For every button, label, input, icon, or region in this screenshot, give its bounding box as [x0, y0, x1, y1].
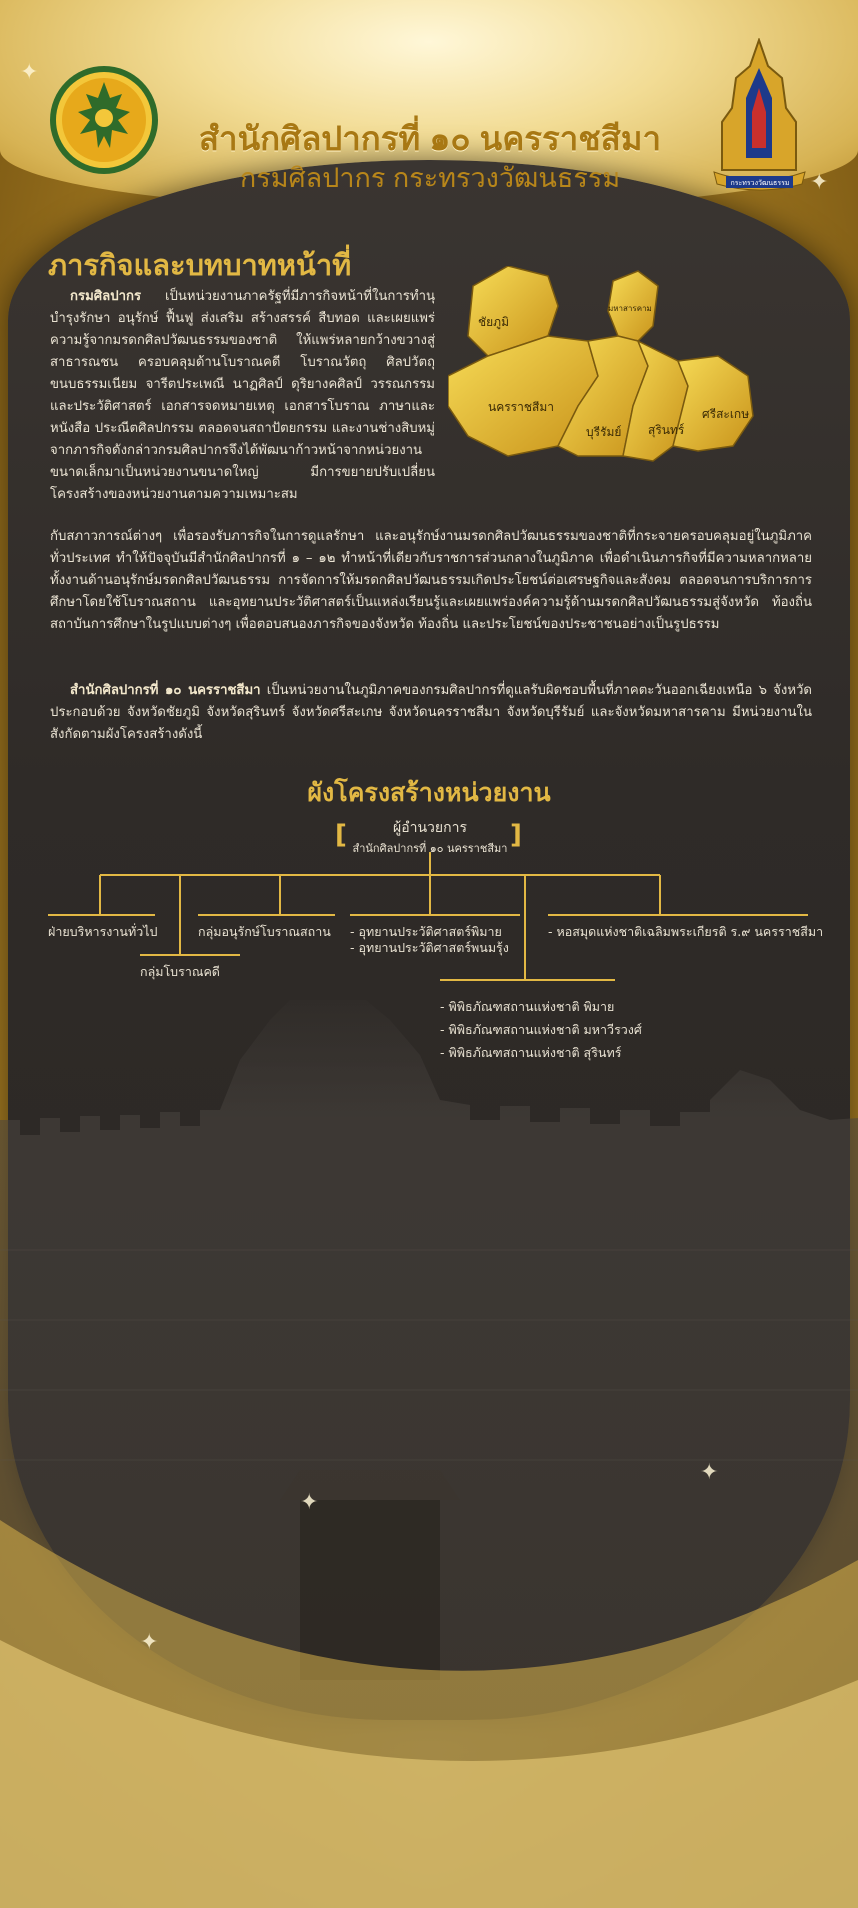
province-map — [448, 266, 828, 486]
unit-museum-surin: - พิพิธภัณฑสถานแห่งชาติ สุรินทร์ — [440, 1045, 622, 1060]
bottom-swoosh — [0, 1380, 858, 1908]
map-label-nakhon-ratchasima: นครราชสีมา — [488, 400, 554, 414]
sparkle-icon: ✦ — [140, 1630, 159, 1655]
sparkle-icon: ✦ — [300, 1490, 319, 1515]
map-label-buriram: บุรีรัมย์ — [586, 425, 622, 439]
sparkle-icon: ✦ — [700, 1460, 719, 1485]
unit-park-phimai: - อุทยานประวัติศาสตร์พิมาย — [350, 924, 502, 939]
director-title: ผู้อำนวยการ — [393, 820, 467, 836]
director-bracket-left: [ — [335, 820, 347, 850]
province-sisaket — [673, 356, 753, 451]
ministry-culture-logo — [712, 38, 807, 198]
unit-archaeology: กลุ่มโบราณคดี — [140, 964, 220, 979]
map-label-surin: สุรินทร์ — [648, 423, 685, 437]
page-subtitle: กรมศิลปากร กระทรวงวัฒนธรรม — [239, 163, 621, 193]
org-chart-title: ผังโครงสร้างหน่วยงาน — [307, 779, 551, 807]
map-label-sisaket: ศรีสะเกษ — [702, 407, 750, 421]
page-title: สำนักศิลปากรที่ ๑๐ นครราชสีมา — [198, 120, 662, 157]
map-label-mahasarakham: มหาสารคาม — [608, 304, 652, 313]
sparkle-icon: ✦ — [20, 60, 39, 85]
mission-paragraph-3 — [50, 680, 812, 746]
director-subtitle: สำนักศิลปากรที่ ๑๐ นครราชสีมา — [352, 842, 508, 855]
unit-conservation: กลุ่มอนุรักษ์โบราณสถาน — [198, 924, 331, 939]
unit-museum-phimai: - พิพิธภัณฑสถานแห่งชาติ พิมาย — [440, 999, 615, 1014]
mission-paragraph-2: กับสภาวการณ์ต่างๆ เพื่อรองรับภารกิจในการดูแลรักษา และอนุรักษ์งานมรดกศิลปวัฒนธรรมของชาติที่กระจายครอบคลุมอยู่ในภูมิภาคทั่วประเทศ ทำให้ปัจจุบันมีสำนักศิลปากรที่ ๑ – ๑๒ ทำหน้าที่เดียวกับราชการส่วนกลางในภูมิภาค เพื่อดำเนินภารกิจที่มีความหลากหลาย ทั้งงานด้านอนุรักษ์มรดกศิลปวัฒนธรรม การจัดการให้มรดกศิลปวัฒนธรรมเกิดประโยชน์ต่อเศรษฐกิจและสังคม ตลอดจนการบริการการศึกษาโดยใช้โบราณสถาน และอุทยานประวัติศาสตร์เป็นแหล่งเรียนรู้และเผยแพร่องค์ความรู้ด้านมรดกศิลปวัฒนธรรมสู่จังหวัด ท้องถิ่น สถาบันการศึกษาในรูปแบบต่างๆ เพื่อตอบสนองภารกิจของจังหวัด ท้องถิ่น และประโยชน์ของประชาชนอย่างเป็นรูปธรรม — [50, 529, 812, 632]
section-title: ภารกิจและบทบาทหน้าที่ — [48, 250, 352, 282]
ministry-logo-label: กระทรวงวัฒนธรรม — [730, 179, 790, 187]
unit-admin: ฝ่ายบริหารงานทั่วไป — [48, 924, 158, 939]
map-label-chaiyaphum: ชัยภูมิ — [478, 315, 509, 329]
fine-arts-seal-logo — [48, 64, 160, 176]
unit-museum-mahawirawong: - พิพิธภัณฑสถานแห่งชาติ มหาวีรวงศ์ — [440, 1022, 642, 1037]
para3-body: เป็นหน่วยงานในภูมิภาคของกรมศิลปากรที่ดูแลรับผิดชอบพื้นที่ภาคตะวันออกเฉียงเหนือ ๖ จังหวัด ประกอบด้วย จังหวัดชัยภูมิ จังหวัดสุรินทร์ จังหวัดศรีสะเกษ จังหวัดนครราชสีมา จังหวัดบุรีรัมย์ และจังหวัดมหาสารคาม มีหน่วยงานในสังกัดตามผังโครงสร้างดังนี้ — [50, 683, 812, 742]
unit-library: - หอสมุดแห่งชาติเฉลิมพระเกียรติ ร.๙ นครราชสีมา — [548, 924, 824, 939]
sparkle-icon: ✦ — [810, 170, 829, 195]
mission-paragraph-1 — [50, 286, 435, 506]
director-bracket-right: ] — [510, 820, 522, 850]
para3-lead: สำนักศิลปากรที่ ๑๐ นครราชสีมา — [70, 683, 261, 698]
director-box — [340, 817, 520, 857]
para1-lead: กรมศิลปากร — [70, 289, 142, 304]
para1-body: เป็นหน่วยงานภาครัฐที่มีภารกิจหน้าที่ในการทำนุบำรุงรักษา อนุรักษ์ ฟื้นฟู ส่งเสริม สร้างสรรค์ สืบทอด และเผยแพร่ความรู้จากมรดกศิลปวัฒนธรรมของชาติ ให้แพร่หลายกว้างขวางสู่สาธารณชน ครอบคลุมด้านโบราณคดี โบราณวัตถุ ศิลปวัตถุ ขนบธรรมเนียม จารีตประเพณี นาฏศิลป์ ดุริยางคศิลป์ วรรณกรรมและประวัติศาสตร์ เอกสารจดหมายเหตุ เอกสารโบราณ ภาษาและหนังสือ ประณีตศิลปกรรม ตลอดจนสถาปัตยกรรม และงานช่างสิบหมู่ จากภารกิจดังกล่าวกรมศิลปากรจึงได้พัฒนาก้าวหน้าจากหน่วยงานขนาดเล็กมาเป็นหน่วยงานขนาดใหญ่ มีการขยายปรับเปลี่ยนโครงสร้างของหน่วยงานตามความเหมาะสม — [50, 289, 435, 502]
unit-park-phanomrung: - อุทยานประวัติศาสตร์พนมรุ้ง — [350, 940, 509, 955]
